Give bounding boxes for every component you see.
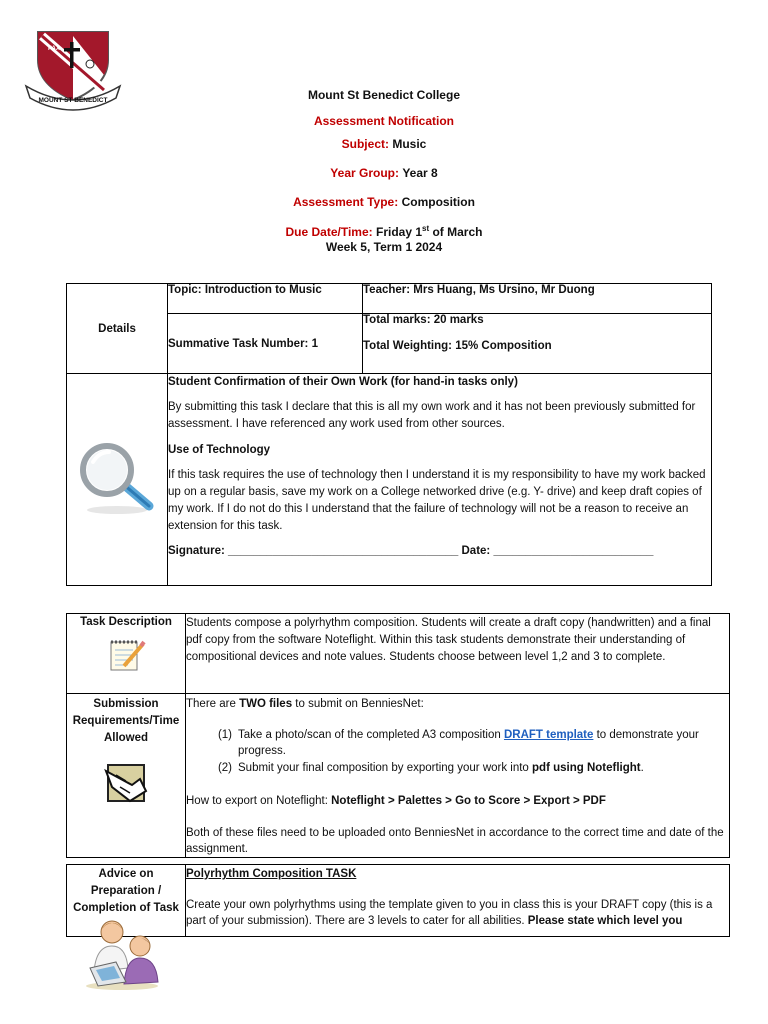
confirmation-cell	[168, 374, 712, 586]
assessment-notification-title: Assessment Notification	[313, 114, 455, 128]
details-label: Details	[98, 322, 136, 335]
task-number-cell: Summative Task Number: 1	[168, 314, 363, 374]
college-name: Mount St Benedict College	[307, 88, 460, 102]
submission-label-cell	[67, 694, 186, 858]
submission-cell	[186, 694, 730, 858]
hand-document-icon	[67, 761, 185, 808]
advice-label: Advice on Preparation / Completion of Task	[73, 868, 179, 914]
task-description-text: Students compose a polyrhythm composition. Students will create a draft copy (handwritten) and a final pdf copy from the software Noteflight. Within this task students demonstrate their understanding of compositional devices and note values. Students choose between level 1,2 and 3 to complete.	[186, 617, 711, 663]
svg-text:MOUNT ST BENEDICT: MOUNT ST BENEDICT	[38, 97, 108, 104]
due-date-line: Due Date/Time: Friday 1st of March	[285, 224, 483, 239]
advice-cell	[186, 865, 730, 937]
task-description-label-cell	[67, 614, 186, 694]
magnifier-cell	[67, 374, 168, 586]
details-table	[66, 283, 712, 586]
task-description-cell	[186, 614, 730, 694]
task-description-label: Task Description	[80, 616, 172, 628]
advice-heading: Polyrhythm Composition TASK	[186, 868, 357, 880]
upload-instructions: Both of these files need to be uploaded onto BenniesNet in accordance to the correct time and date of the assignment.	[186, 827, 724, 855]
export-instructions: How to export on Noteflight: Noteflight > Palettes > Go to Score > Export > PDF	[186, 795, 606, 807]
technology-text: If this task requires the use of technology then I understand it is my responsibility to have my work backed up on a regular basis, save my work on a College networked drive (e.g. Y- drive) and keep draft copies of my work. If I do not do this I understand that the failure of technology will not be a reason to receive an extension for this task.	[168, 469, 706, 532]
assessment-type-line: Assessment Type: Composition	[293, 195, 475, 209]
marks-cell: Total marks: 20 marks Total Weighting: 15% Composition	[363, 314, 712, 374]
submission-item-1: (1) Take a photo/scan of the completed A3 composition DRAFT template to demonstrate your progress.	[217, 729, 699, 757]
submission-item-2: (2) Submit your final composition by exporting your work into pdf using Noteflight.	[217, 762, 644, 774]
advice-table	[66, 864, 730, 937]
week-term-line: Week 5, Term 1 2024	[325, 240, 443, 254]
notepad-pencil-icon	[67, 636, 185, 675]
teacher-cell: Teacher: Mrs Huang, Ms Ursino, Mr Duong	[363, 284, 712, 314]
students-at-laptop-image	[82, 912, 164, 990]
details-label-cell	[67, 284, 168, 374]
advice-text: Create your own polyrhythms using the template given to you in class this is your DRAFT copy (this is a part of your submission). There are 3 levels to cater for all abilities. Please state which level you	[186, 899, 713, 927]
magnifying-glass-icon	[77, 440, 157, 519]
confirmation-text: By submitting this task I declare that this is all my own work and it has not been previously submitted for assessment. I have referenced any work used from other sources.	[168, 401, 696, 430]
task-table	[66, 613, 730, 858]
submission-intro: There are TWO files to submit on BenniesNet:	[186, 698, 424, 710]
submission-label: Submission Requirements/Time Allowed	[72, 698, 180, 744]
subject-line: Subject: Music	[341, 137, 427, 151]
topic-cell: Topic: Introduction to Music	[168, 284, 363, 314]
year-group-line: Year Group: Year 8	[330, 166, 438, 180]
confirmation-heading: Student Confirmation of their Own Work (for hand-in tasks only)	[168, 376, 518, 388]
technology-heading: Use of Technology	[168, 444, 271, 456]
svg-text:PAX: PAX	[48, 46, 60, 52]
draft-template-link[interactable]: DRAFT template	[503, 729, 594, 741]
signature-line: Signature: ____________________________________ Date: _________________________	[168, 545, 654, 557]
